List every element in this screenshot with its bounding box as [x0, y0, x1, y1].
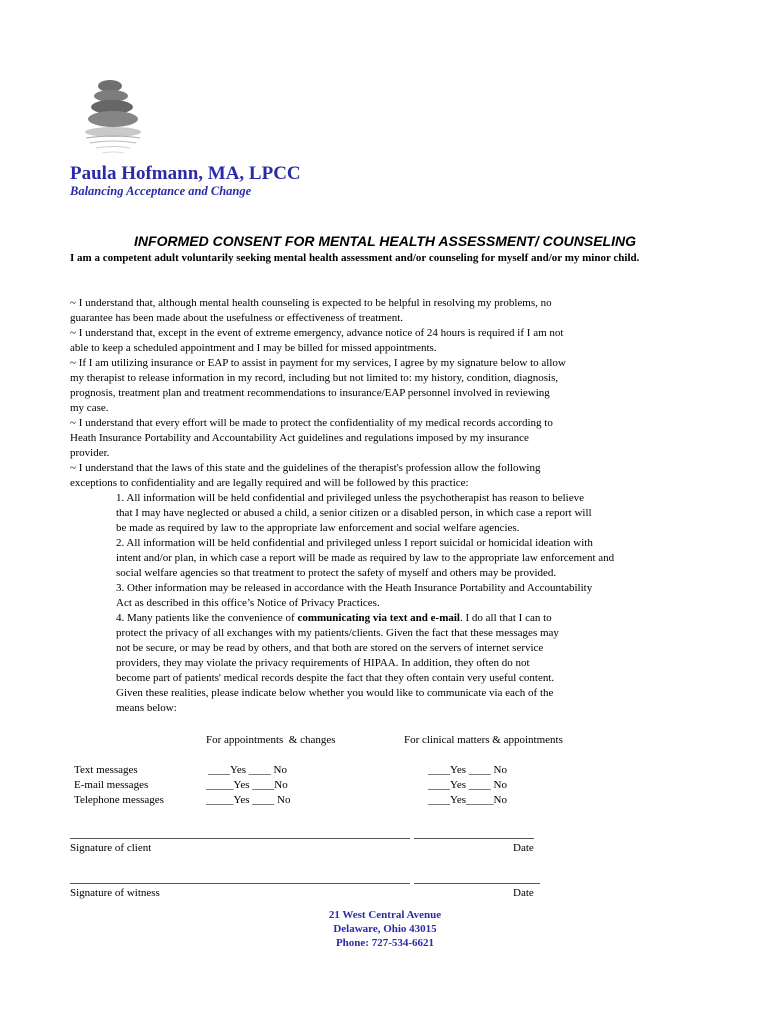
exception-communication: [116, 611, 696, 716]
paragraph-insurance: ~ If I am utilizing insurance or EAP to assist in payment for my services, I agree by my signature below to allow my therapist to release information in my record, including but not limited to: my history, condition, diagnosis, prognosis, treatment plan and treatment recommendations to insurance/EAP personnel involved in reviewing my case.: [70, 357, 566, 414]
telephone-appointments-choice[interactable]: _____Yes ____ No: [206, 794, 291, 806]
telephone-clinical-choice[interactable]: ____Yes_____No: [428, 794, 507, 806]
row-label-text: Text messages: [74, 764, 138, 776]
address-street: 21 West Central Avenue: [328, 909, 442, 921]
paragraph-cancellation: ~ I understand that, except in the event of extreme emergency, advance notice of 24 hours is required if I am not able to keep a scheduled appointment and I may be billed for missed appointments.: [70, 327, 564, 354]
paragraph-confidentiality: ~ I understand that every effort will be made to protect the confidentiality of my medical records according to Heath Insurance Portability and Accountability Act guidelines and regulations imposed by my insurance provider.: [70, 417, 553, 459]
text-clinical-choice[interactable]: ____Yes ____ No: [428, 764, 507, 776]
paragraph-exceptions: ~ I understand that the laws of this state and the guidelines of the therapist's profession allow the following exceptions to confidentiality and are legally required and will be followed by this practice:: [70, 462, 541, 489]
witness-signature-line[interactable]: [70, 883, 410, 884]
client-date-line[interactable]: [414, 838, 534, 839]
document-title: INFORMED CONSENT FOR MENTAL HEALTH ASSESSMENT/ COUNSELING: [134, 233, 636, 249]
exception-abuse: 1. All information will be held confidential and privileged unless the psychotherapist has reason to believe that I may have neglected or abused a child, a senior citizen or a disabled person, in which case a report will be made as required by law to the appropriate law enforcement and social welfare agencies.: [116, 492, 592, 534]
witness-date-label: Date: [513, 887, 534, 899]
communication-details: . I do all that I can to protect the privacy of all exchanges with my patients/clients. Given the fact that these messages may not be secure, or may be read by others, and that both are stored on the servers of internet service providers, they may violate the privacy requirements of HIPAA. In addition, they often do not become part of patients' medical records despite the fact that they often contain very useful content. Given these realities, please indicate below whether you would like to communicate via each of the means below:: [116, 612, 559, 714]
row-label-telephone: Telephone messages: [74, 794, 164, 806]
exception-harm: 2. All information will be held confidential and privileged unless I report suicidal or homicidal ideation with intent and/or plan, in which case a report will be made as required by law to the appropriate law enforcement and social welfare agencies so that treatment to protect the safety of myself and others may be provided.: [116, 537, 615, 579]
client-signature-line[interactable]: [70, 838, 410, 839]
column-header-clinical: For clinical matters & appointments: [404, 734, 563, 746]
address-phone: Phone: 727-534-6621: [335, 937, 435, 949]
client-date-label: Date: [513, 842, 534, 854]
exception-privacy-notice: 3. Other information may be released in accordance with the Heath Insurance Portability and Accountability Act as described in this office’s Notice of Privacy Practices.: [116, 582, 593, 609]
witness-date-line[interactable]: [414, 883, 540, 884]
email-appointments-choice[interactable]: _____Yes ____No: [206, 779, 288, 791]
practitioner-name: Paula Hofmann, MA, LPCC: [70, 163, 301, 184]
paragraph-effectiveness: ~ I understand that, although mental health counseling is expected to be helpful in resolving my problems, no guarantee has been made about the usefulness or effectiveness of treatment.: [70, 297, 552, 324]
communication-method: communicating via text and e-mail: [297, 612, 460, 624]
row-label-email: E-mail messages: [74, 779, 149, 791]
address-city: Delaware, Ohio 43015: [333, 923, 437, 935]
client-signature-label: Signature of client: [70, 842, 152, 854]
column-header-appointments: For appointments & changes: [206, 734, 336, 746]
intro-statement: I am a competent adult voluntarily seeking mental health assessment and/or counseling for myself and/or my minor child.: [70, 252, 640, 264]
communication-intro: 4. Many patients like the convenience of: [116, 612, 298, 624]
tagline: Balancing Acceptance and Change: [70, 184, 252, 198]
text-appointments-choice[interactable]: ____Yes ____ No: [208, 764, 287, 776]
email-clinical-choice[interactable]: ____Yes ____ No: [428, 779, 507, 791]
stacked-stones-logo: [78, 76, 148, 156]
witness-signature-label: Signature of witness: [70, 887, 160, 899]
